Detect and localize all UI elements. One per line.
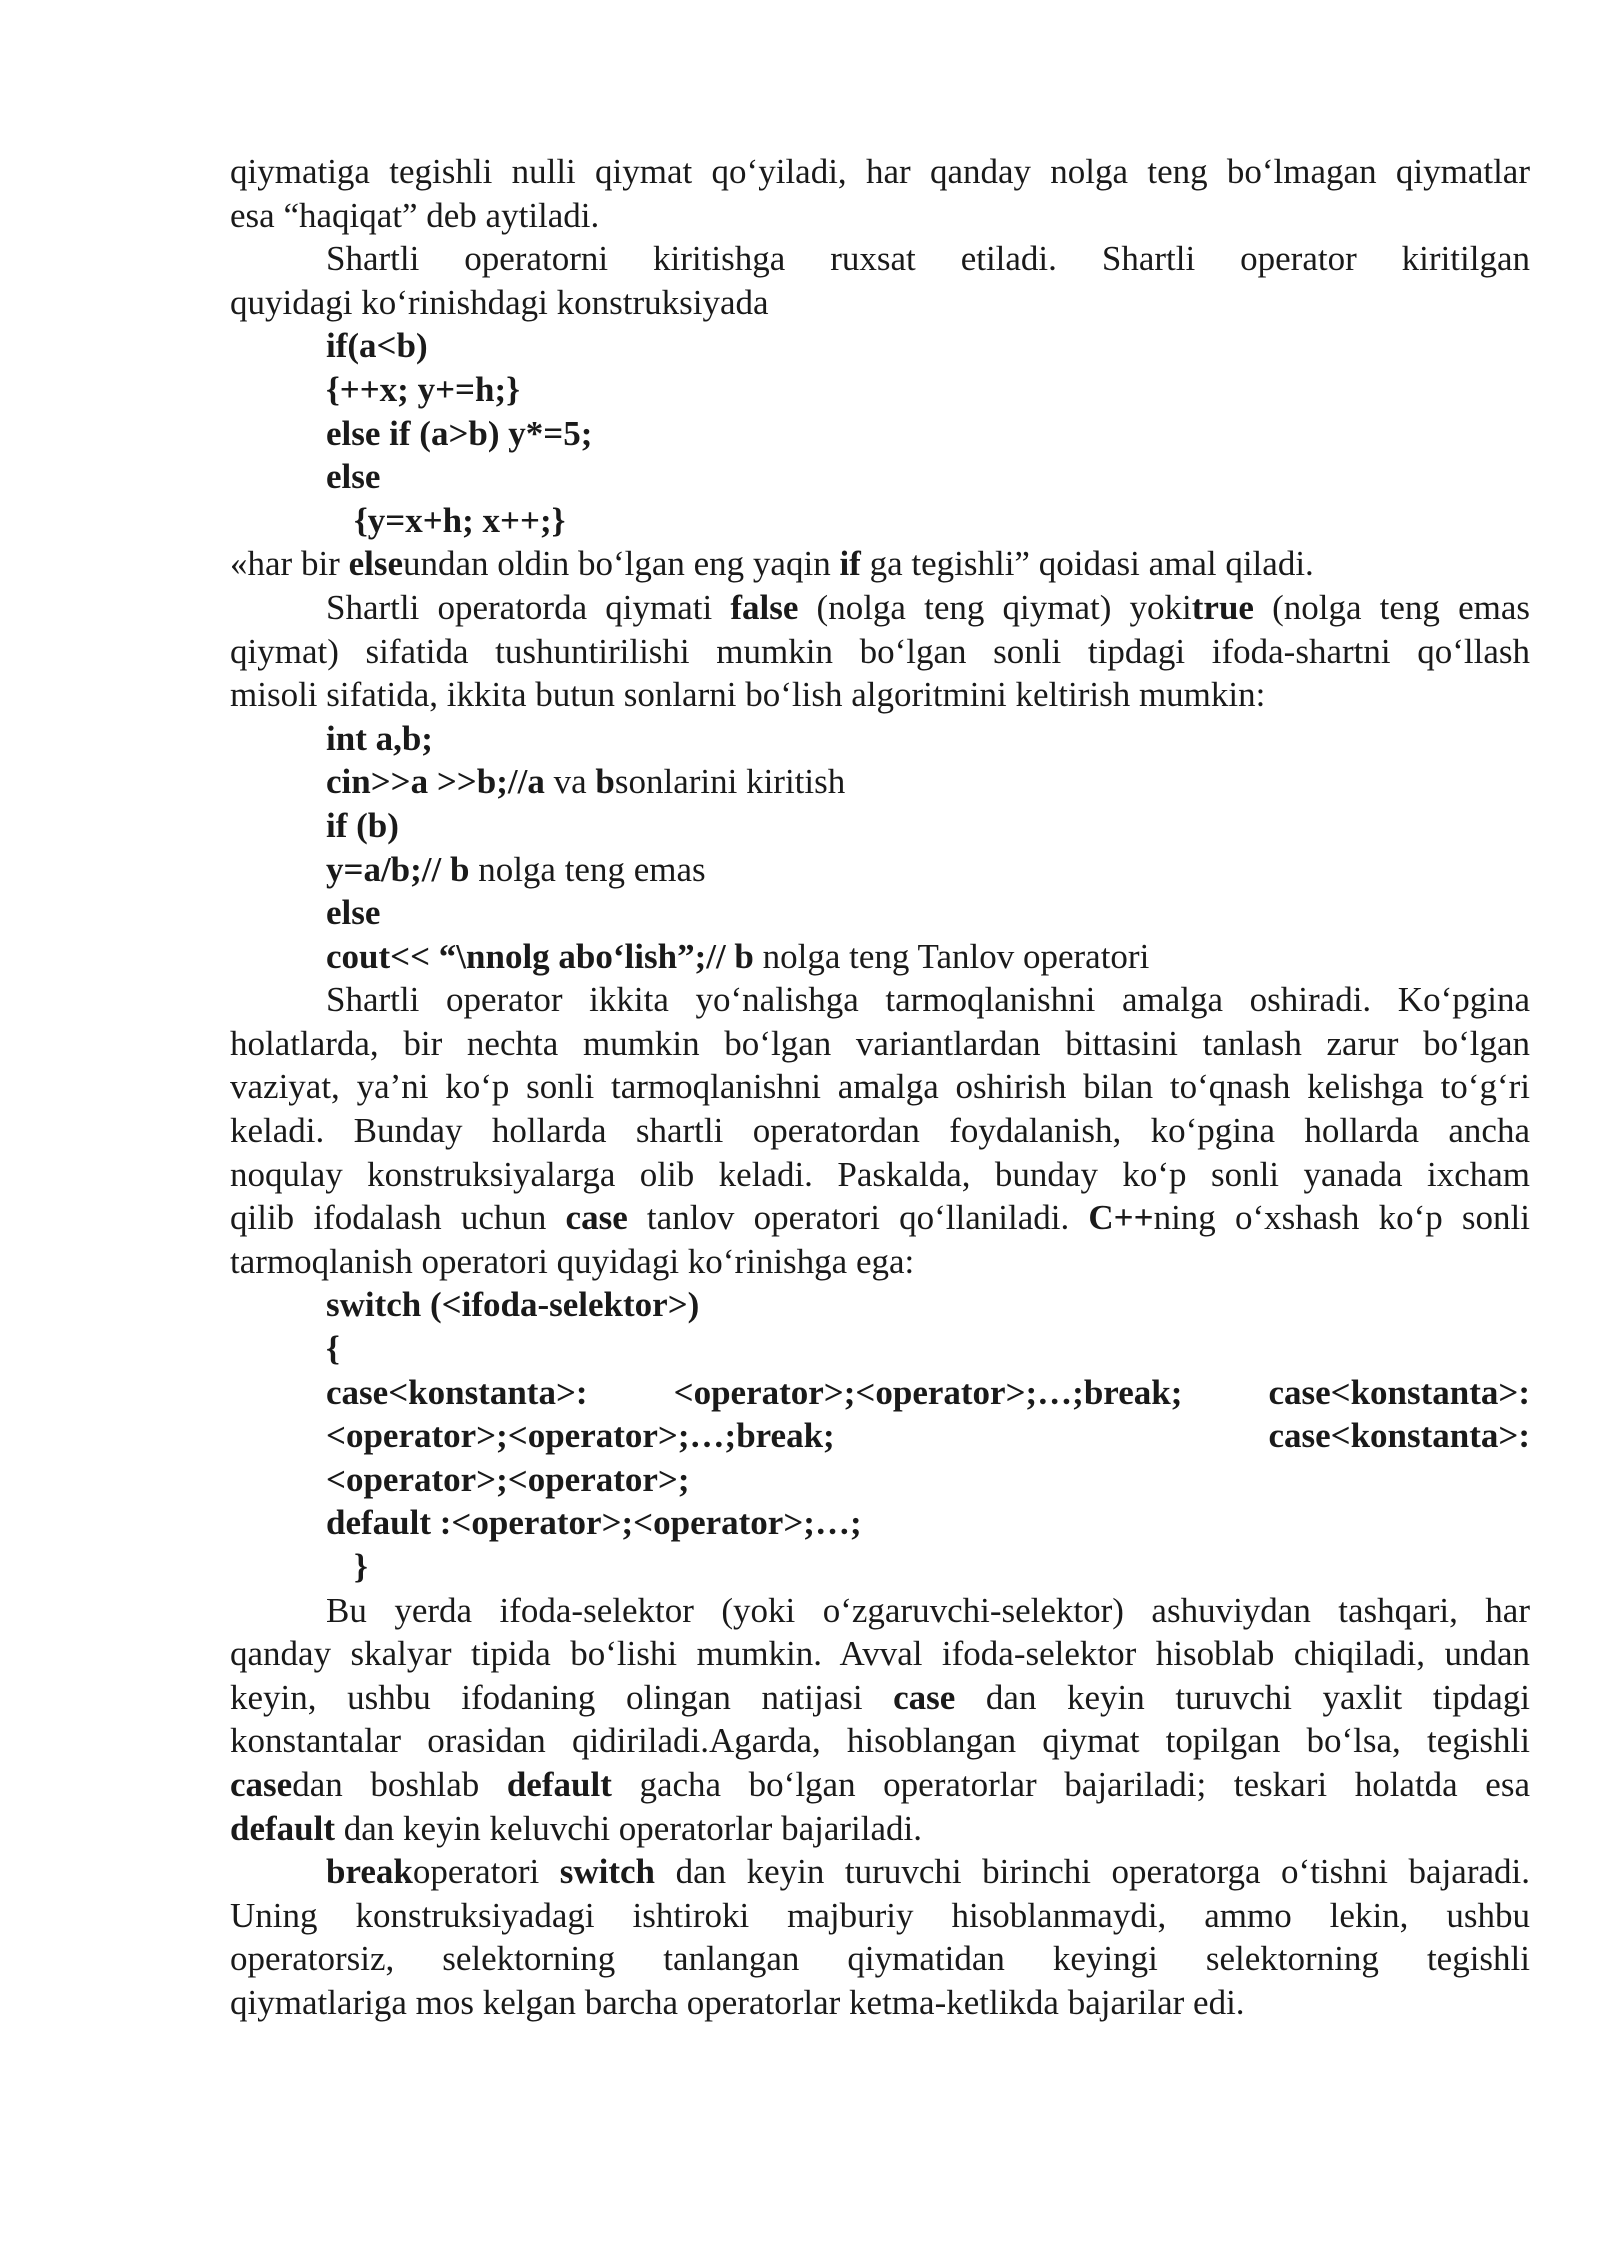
paragraph-line: keyin, ushbu ifodaning olingan natijasi case dan keyin turuvchi yaxlit tipdagi bbox=[230, 1677, 1530, 1717]
paragraph-line: konstantalar orasidan qidiriladi.Agarda, hisoblangan qiymat topilgan bo‘lsa, tegishli bbox=[230, 1721, 1530, 1761]
paragraph-line: tarmoqlanish operatori quyidagi ko‘rinishga ega: bbox=[230, 1241, 915, 1281]
paragraph-line: operatorsiz, selektorning tanlangan qiymatidan keyingi selektorning tegishli bbox=[230, 1939, 1530, 1979]
paragraph-line: quyidagi ko‘rinishdagi konstruksiyada bbox=[230, 282, 769, 322]
paragraph-line: Shartli operator ikkita yo‘nalishga tarmoqlanishni amalga oshiradi. Ko‘pgina bbox=[326, 980, 1530, 1020]
paragraph-line: breakoperatori switch dan keyin turuvchi birinchi operatorga o‘tishni bajaradi. bbox=[326, 1852, 1530, 1892]
code-line: { bbox=[326, 1329, 340, 1369]
paragraph-line: qilib ifodalash uchun case tanlov operatori qo‘llaniladi. C++ning o‘xshash ko‘p sonli bbox=[230, 1198, 1530, 1238]
paragraph-line: vaziyat, ya’ni ko‘p sonli tarmoqlanishni amalga oshirish bilan to‘qnash kelishga to‘g‘ri bbox=[230, 1067, 1530, 1107]
code-line: else if (a>b) y*=5; bbox=[326, 413, 593, 453]
paragraph-line: qiymatlariga mos kelgan barcha operatorlar ketma-ketlikda bajarilar edi. bbox=[230, 1982, 1245, 2022]
code-line: cout<< “\nnolg abo‘lish”;// b nolga teng Tanlov operatori bbox=[326, 936, 1150, 976]
code-line: case<konstanta>: <operator>;<operator>;…;break; case<konstanta>: bbox=[326, 1372, 1530, 1412]
code-line: else bbox=[326, 457, 381, 497]
paragraph-line: «har bir elseundan oldin bo‘lgan eng yaqin if ga tegishli” qoidasi amal qiladi. bbox=[230, 544, 1314, 584]
paragraph-line: noqulay konstruksiyalarga olib keladi. Paskalda, bunday ko‘p sonli yanada ixcham bbox=[230, 1154, 1530, 1194]
code-line: {y=x+h; x++;} bbox=[354, 500, 566, 540]
code-line: switch (<ifoda-selektor>) bbox=[326, 1285, 700, 1325]
code-line: int a,b; bbox=[326, 718, 433, 758]
paragraph-line: default dan keyin keluvchi operatorlar bajariladi. bbox=[230, 1808, 922, 1848]
paragraph-line: keladi. Bunday hollarda shartli operatordan foydalanish, ko‘pgina hollarda ancha bbox=[230, 1111, 1530, 1151]
paragraph-line: qiymat) sifatida tushuntirilishi mumkin bo‘lgan sonli tipdagi ifoda-shartni qo‘llash bbox=[230, 631, 1530, 671]
code-line: <operator>;<operator>; bbox=[326, 1459, 690, 1499]
code-line: {++x; y+=h;} bbox=[326, 369, 520, 409]
code-line: else bbox=[326, 893, 381, 933]
code-line: cin>>a >>b;//a va bsonlarini kiritish bbox=[326, 762, 846, 802]
paragraph-line: qanday skalyar tipida bo‘lishi mumkin. Avval ifoda-selektor hisoblab chiqiladi, undan bbox=[230, 1634, 1530, 1674]
code-line: y=a/b;// b nolga teng emas bbox=[326, 849, 706, 889]
paragraph-line: casedan boshlab default gacha bo‘lgan operatorlar bajariladi; teskari holatda esa bbox=[230, 1764, 1531, 1804]
code-line: if (b) bbox=[326, 805, 399, 845]
paragraph-line: Bu yerda ifoda-selektor (yoki o‘zgaruvchi-selektor) ashuviydan tashqari, har bbox=[326, 1590, 1530, 1630]
code-line: } bbox=[354, 1547, 368, 1586]
code-line: if(a<b) bbox=[326, 326, 428, 366]
paragraph-line: Shartli operatorni kiritishga ruxsat etiladi. Shartli operator kiritilgan bbox=[326, 239, 1530, 279]
paragraph-line: esa “haqiqat” deb aytiladi. bbox=[230, 195, 600, 235]
paragraph-line: holatlarda, bir nechta mumkin bo‘lgan variantlardan bittasini tanlash zarur bo‘lgan bbox=[230, 1023, 1530, 1063]
paragraph-line: qiymatiga tegishli nulli qiymat qo‘yiladi, har qanday nolga teng bo‘lmagan qiymatlar bbox=[230, 152, 1530, 191]
code-line: <operator>;<operator>;…;break; case<konstanta>: bbox=[326, 1416, 1530, 1456]
paragraph-line: misoli sifatida, ikkita butun sonlarni bo‘lish algoritmini keltirish mumkin: bbox=[230, 675, 1266, 715]
paragraph-line: Shartli operatorda qiymati false (nolga teng qiymat) yokitrue (nolga teng emas bbox=[326, 587, 1530, 627]
document-body bbox=[230, 150, 1530, 2025]
code-line: default :<operator>;<operator>;…; bbox=[326, 1503, 862, 1543]
paragraph-line: Uning konstruksiyadagi ishtiroki majburiy hisoblanmaydi, ammo lekin, ushbu bbox=[230, 1895, 1530, 1935]
